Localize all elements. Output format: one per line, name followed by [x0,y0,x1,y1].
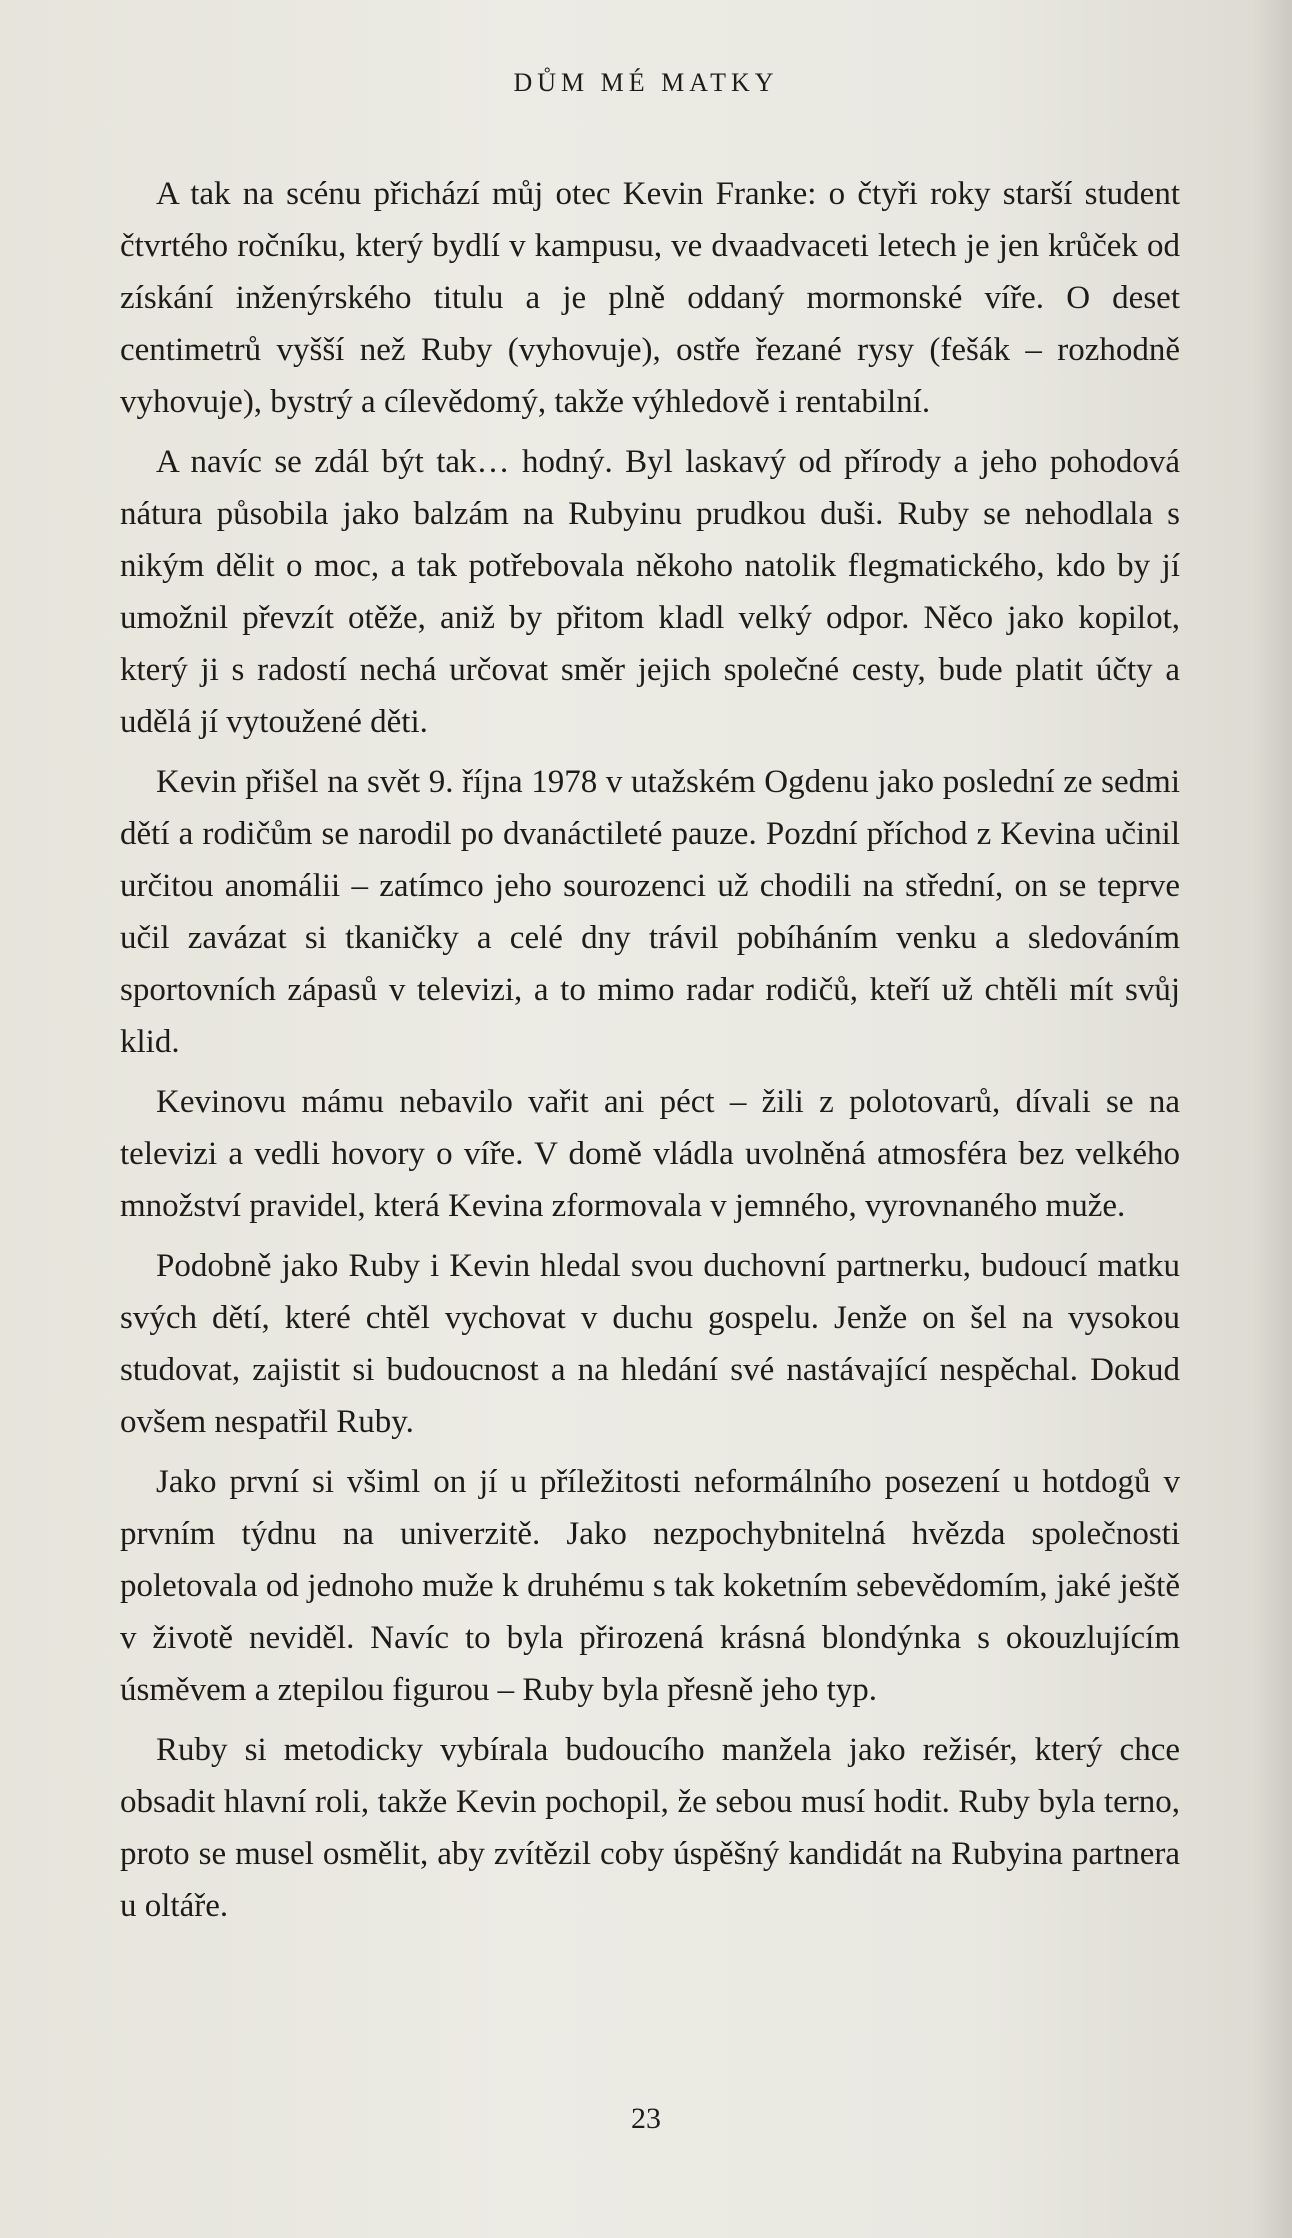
paragraph: Ruby si metodicky vybírala budoucího manžela jako režisér, který chce obsadit hlavní roli, takže Kevin pochopil, že sebou musí hodit. Ruby byla terno, proto se musel osmělit, aby zvítězil coby úspěšný kandidát na Rubyina partnera u oltáře. [120,1732,1180,1924]
running-header: DŮM MÉ MATKY [513,68,779,97]
paragraph: Jako první si všiml on jí u příležitosti neformálního posezení u hotdogů v prvním týdnu na univerzitě. Jako nezpochybnitelná hvězda společnosti poletovala od jednoho muže k druhému s tak koketním sebevědomím, jaké ještě v životě neviděl. Navíc to byla přirozená krásná blondýnka s okouzlujícím úsměvem a ztepilou figurou – Ruby byla přesně jeho typ. [120,1464,1180,1708]
body-text [120,168,1180,1940]
paragraph: A navíc se zdál být tak… hodný. Byl laskavý od přírody a jeho pohodová nátura působila jako balzám na Rubyinu prudkou duši. Ruby se nehodlala s nikým dělit o moc, a tak potřebovala někoho natolik flegmatického, kdo by jí umožnil převzít otěže, aniž by přitom kladl velký odpor. Něco jako kopilot, který ji s radostí nechá určovat směr jejich společné cesty, bude platit účty a udělá jí vytoužené děti. [120,444,1180,740]
paragraph: A tak na scénu přichází můj otec Kevin Franke: o čtyři roky starší student čtvrtého ročníku, který bydlí v kampusu, ve dvaadvaceti letech je jen krůček od získání inženýrského titulu a je plně oddaný mormonské víře. O deset centimetrů vyšší než Ruby (vyhovuje), ostře řezané rysy (fešák – rozhodně vyhovuje), bystrý a cílevědomý, takže výhledově i rentabilní. [120,176,1180,420]
paragraph: Kevinovu mámu nebavilo vařit ani péct – žili z polotovarů, dívali se na televizi a vedli hovory o víře. V domě vládla uvolněná atmosféra bez velkého množství pravidel, která Kevina zformovala v jemného, vyrovnaného muže. [120,1084,1180,1224]
paragraph: Podobně jako Ruby i Kevin hledal svou duchovní partnerku, budoucí matku svých dětí, které chtěl vychovat v duchu gospelu. Jenže on šel na vysokou studovat, zajistit si budoucnost a na hledání své nastávající nespěchal. Dokud ovšem nespatřil Ruby. [120,1248,1180,1440]
page-number: 23 [631,2102,661,2135]
paragraph: Kevin přišel na svět 9. října 1978 v utažském Ogdenu jako poslední ze sedmi dětí a rodičům se narodil po dvanáctileté pauze. Pozdní příchod z Kevina učinil určitou anomálii – zatímco jeho sourozenci už chodili na střední, on se teprve učil zavázat si tkaničky a celé dny trávil pobíháním venku a sledováním sportovních zápasů v televizi, a to mimo radar rodičů, kteří už chtěli mít svůj klid. [120,764,1180,1060]
